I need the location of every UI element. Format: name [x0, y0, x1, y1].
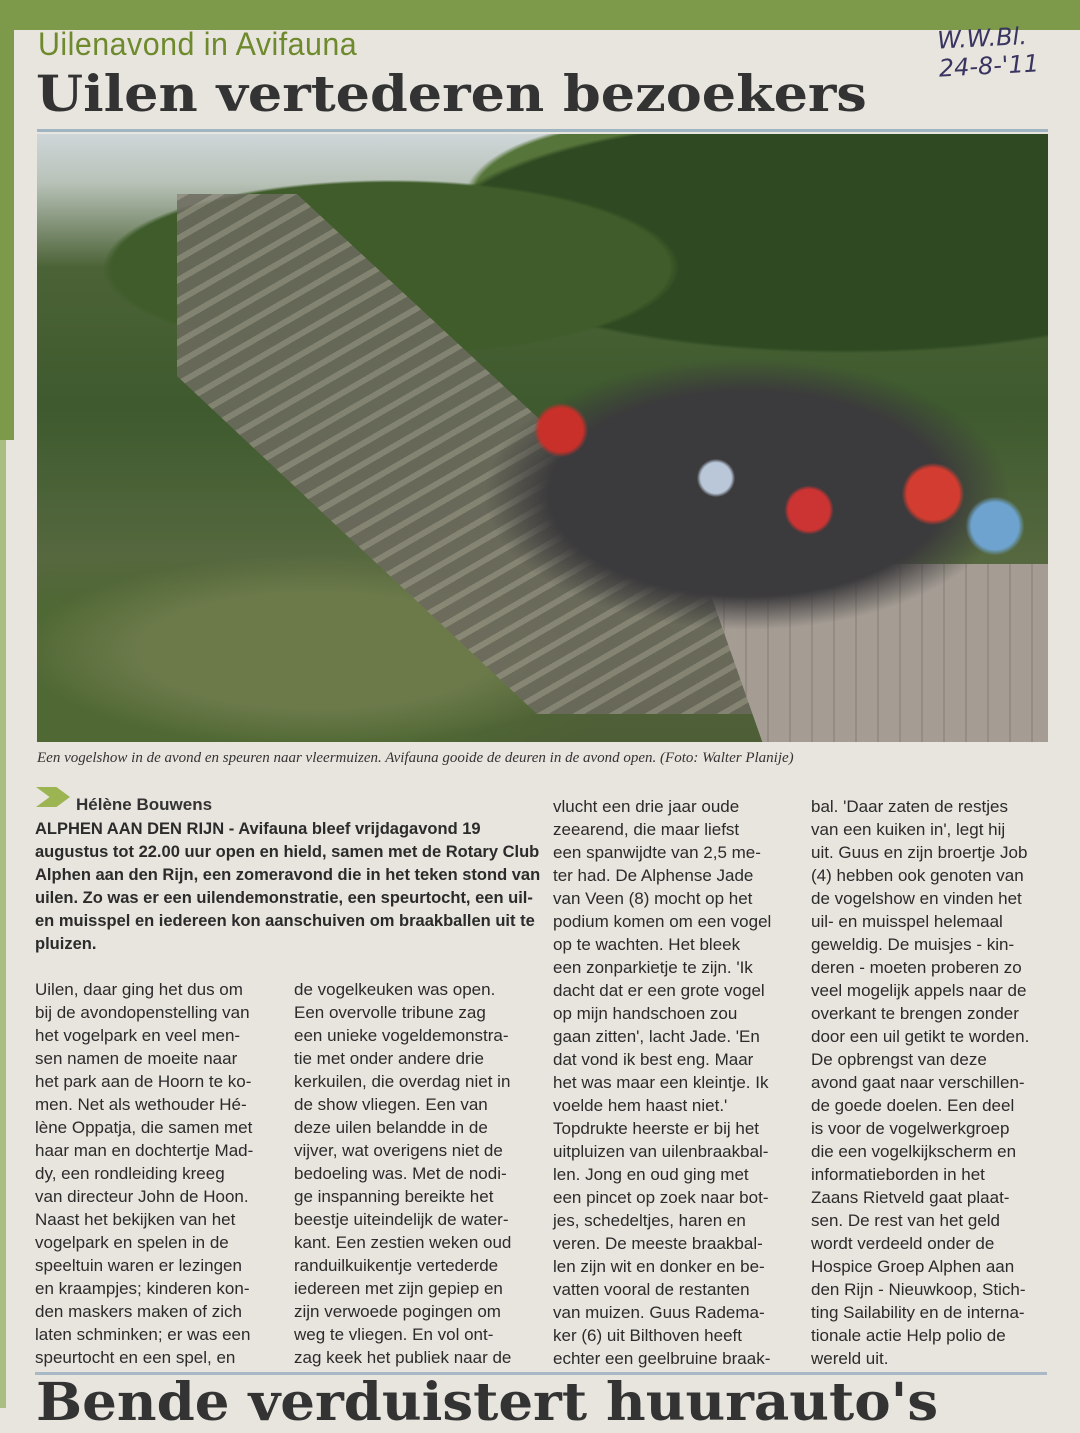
column-line: ting Sailability en de interna-	[811, 1303, 1025, 1322]
column-line: en kraampjes; kinderen kon-	[35, 1279, 250, 1298]
next-article-headline: Bende verduistert huurauto's	[36, 1372, 939, 1433]
handwritten-note	[937, 21, 1040, 82]
column-line: uitpluizen van uilenbraakbal-	[553, 1142, 769, 1161]
column-line: Zaans Rietveld gaat plaat-	[811, 1188, 1010, 1207]
column-line: ge inspanning bereikte het	[294, 1187, 494, 1206]
article-column-1	[35, 978, 253, 1369]
column-line: overkant te brengen zonder	[811, 1004, 1019, 1023]
left-color-band-light	[0, 440, 6, 1408]
column-line: den Rijn - Nieuwkoop, Stich-	[811, 1280, 1026, 1299]
column-line: vijver, wat overigens niet de	[294, 1141, 503, 1160]
column-line: door een uil getikt te worden.	[811, 1027, 1030, 1046]
column-line: de show vliegen. Een van	[294, 1095, 488, 1114]
chevron-right-icon	[36, 787, 70, 807]
column-line: weg te vliegen. En vol ont-	[294, 1325, 494, 1344]
column-line: het vogelpark en veel men-	[35, 1026, 241, 1045]
byline: Hélène Bouwens	[76, 795, 213, 814]
column-line: jes, schedeltjes, haren en	[553, 1211, 746, 1230]
column-line: Uilen, daar ging het dus om	[35, 980, 243, 999]
article-column-4	[811, 795, 1029, 1370]
column-line: vlucht een drie jaar oude	[553, 797, 740, 816]
column-line: zag keek het publiek naar de	[294, 1348, 512, 1367]
column-line: wordt verdeeld onder de	[811, 1234, 995, 1253]
column-line: deze uilen belandde in de	[294, 1118, 488, 1137]
column-line: het was maar een kleintje. Ik	[553, 1073, 769, 1092]
column-line: een spanwijdte van 2,5 me-	[553, 843, 761, 862]
column-line: Een overvolle tribune zag	[294, 1003, 486, 1022]
column-line: bij de avondopenstelling van	[35, 1003, 250, 1022]
column-line: van Veen (8) mocht op het	[553, 889, 753, 908]
column-line: zeearend, die maar liefst	[553, 820, 740, 839]
column-line: echter een geelbruine braak-	[553, 1349, 771, 1368]
column-line: het park aan de Hoorn te ko-	[35, 1072, 252, 1091]
column-line: De opbrengst van deze	[811, 1050, 987, 1069]
column-line: van muizen. Guus Radema-	[553, 1303, 765, 1322]
column-line: de vogelshow en vinden het	[811, 889, 1022, 908]
column-line: veel mogelijk appels naar de	[811, 981, 1027, 1000]
column-line: dacht dat er een grote vogel	[553, 981, 765, 1000]
left-color-band	[0, 30, 14, 440]
column-line: tionale actie Help polio de	[811, 1326, 1006, 1345]
column-line: de goede doelen. Een deel	[811, 1096, 1015, 1115]
column-line: speeltuin waren er lezingen	[35, 1256, 242, 1275]
column-line: Topdrukte heerste er bij het	[553, 1119, 760, 1138]
column-line: tie met onder andere drie	[294, 1049, 484, 1068]
column-line: laten schminken; er was een	[35, 1325, 251, 1344]
article-column-2	[294, 978, 511, 1369]
column-line: van een kuiken in', legt hij	[811, 820, 1006, 839]
handwritten-date: 24-8-'11	[938, 49, 1040, 83]
column-line: (4) hebben ook genoten van	[811, 866, 1024, 885]
column-line: uil- en muisspel helemaal	[811, 912, 1003, 931]
article-kicker: Uilenavond in Avifauna	[38, 26, 358, 62]
column-line: ker (6) uit Bilthoven heeft	[553, 1326, 742, 1345]
column-line: sen. De rest van het geld	[811, 1211, 1001, 1230]
column-line: bal. 'Daar zaten de restjes	[811, 797, 1008, 816]
column-line: is voor de vogelwerkgroep	[811, 1119, 1010, 1138]
column-line: dy, een rondleiding kreeg	[35, 1164, 225, 1183]
column-line: op te wachten. Het bleek	[553, 935, 741, 954]
column-line: op mijn handschoen zou	[553, 1004, 738, 1023]
column-line: een zonparkietje te zijn. 'Ik	[553, 958, 753, 977]
column-line: podium komen om een vogel	[553, 912, 772, 931]
column-line: iedereen met zijn gepiep en	[294, 1279, 503, 1298]
column-line: die een vogelkijkscherm en	[811, 1142, 1017, 1161]
article-column-3	[553, 795, 771, 1370]
column-line: de vogelkeuken was open.	[294, 980, 496, 999]
column-line: len. Jong en oud ging met	[553, 1165, 749, 1184]
column-line: randuilkuikentje vertederde	[294, 1256, 499, 1275]
column-line: dat vond ik best eng. Maar	[553, 1050, 754, 1069]
column-line: Naast het bekijken van het	[35, 1210, 236, 1229]
column-line: Hospice Groep Alphen aan	[811, 1257, 1015, 1276]
column-line: een pincet op zoek naar bot-	[553, 1188, 769, 1207]
column-line: voelde hem haast niet.'	[553, 1096, 728, 1115]
column-line: sen namen de moeite naar	[35, 1049, 238, 1068]
column-line: van directeur John de Hoon.	[35, 1187, 249, 1206]
column-line: bedoeling was. Met de nodi-	[294, 1164, 507, 1183]
column-line: uit. Guus en zijn broertje Job	[811, 843, 1028, 862]
column-line: wereld uit.	[811, 1349, 889, 1368]
column-line: veren. De meeste braakbal-	[553, 1234, 763, 1253]
column-line: lène Oppatja, die samen met	[35, 1118, 253, 1137]
photo-crowd	[437, 334, 1048, 654]
column-line: vogelpark en spelen in de	[35, 1233, 229, 1252]
column-line: beestje uiteindelijk de water-	[294, 1210, 509, 1229]
handwritten-source: W.W.Bl.	[936, 21, 1028, 55]
column-line: avond gaat naar verschillen-	[811, 1073, 1025, 1092]
column-line: den maskers maken of zich	[35, 1302, 242, 1321]
column-line: zijn verwoede pogingen om	[294, 1302, 501, 1321]
column-line: kant. Een zestien weken oud	[294, 1233, 512, 1252]
article-lead: ALPHEN AAN DEN RIJN - Avifauna bleef vrijdagavond 19 augustus tot 22.00 uur open en hield, samen met de Rotary Club Alphen aan den Rijn, een zomeravond die in het teken stond van uilen. Zo was er een uilendemonstratie, een speurtocht, een uil- en muisspel en iedereen kon aanschuiven om braakballen uit te pluizen.	[35, 820, 541, 953]
column-line: geweldig. De muisjes - kin-	[811, 935, 1015, 954]
column-line: haar man en dochtertje Mad-	[35, 1141, 254, 1160]
column-line: men. Net als wethouder Hé-	[35, 1095, 247, 1114]
article-headline: Uilen vertederen bezoekers	[36, 64, 867, 123]
column-line: ter had. De Alphense Jade	[553, 866, 754, 885]
column-line: deren - moeten proberen zo	[811, 958, 1022, 977]
headline-rule	[37, 129, 1048, 132]
photo-caption: Een vogelshow in de avond en speuren naar vleermuizen. Avifauna gooide de deuren in de avond open. (Foto: Walter Planije)	[37, 750, 794, 766]
column-line: len zijn wit en donker en be-	[553, 1257, 765, 1276]
article-photo	[37, 134, 1048, 742]
column-line: speurtocht en een spel, en	[35, 1348, 236, 1367]
column-line: kerkuilen, die overdag niet in	[294, 1072, 511, 1091]
column-line: vatten vooral de restanten	[553, 1280, 750, 1299]
column-line: informatieborden in het	[811, 1165, 985, 1184]
column-line: gaan zitten', lacht Jade. 'En	[553, 1027, 760, 1046]
column-line: een unieke vogeldemonstra-	[294, 1026, 509, 1045]
